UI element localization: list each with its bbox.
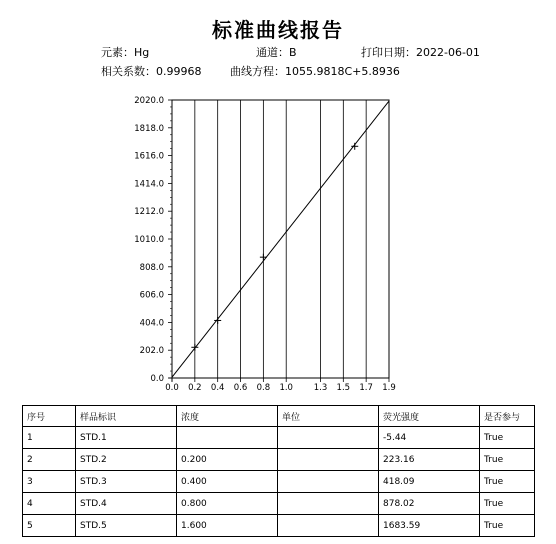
print-date-label: 打印日期：2022-06-01 bbox=[361, 46, 480, 59]
report-title: 标准曲线报告 bbox=[212, 18, 344, 42]
table-row bbox=[23, 515, 535, 537]
table-row bbox=[23, 449, 535, 471]
standards-table bbox=[22, 405, 535, 537]
y-tick-label: 2020.0 bbox=[134, 96, 164, 106]
x-tick-label: 0.4 bbox=[210, 383, 225, 393]
x-tick-label: 1.7 bbox=[359, 383, 373, 393]
table-row bbox=[23, 471, 535, 493]
x-tick-label: 0.6 bbox=[233, 383, 248, 393]
table-cell: STD.2 bbox=[76, 449, 177, 471]
y-tick-label: 808.0 bbox=[139, 262, 164, 273]
element-label: 元素：Hg bbox=[101, 46, 150, 59]
table-cell: True bbox=[480, 471, 535, 493]
y-tick-label: 1414.0 bbox=[134, 179, 164, 190]
table-header-cell: 是否参与 bbox=[480, 406, 535, 427]
table-cell: True bbox=[480, 515, 535, 537]
table-cell: 0.400 bbox=[177, 471, 278, 493]
channel-label: 通道：B bbox=[256, 46, 297, 59]
x-tick-label: 1.5 bbox=[336, 383, 351, 393]
table-cell: STD.3 bbox=[76, 471, 177, 493]
y-tick-label: 606.0 bbox=[139, 290, 164, 301]
chart-tick-labels bbox=[134, 96, 396, 393]
table-header-cell: 浓度 bbox=[177, 406, 278, 427]
table-cell: 1.600 bbox=[177, 515, 278, 537]
table-cell bbox=[278, 449, 379, 471]
correlation-label: 相关系数：0.99968 bbox=[101, 65, 202, 78]
y-tick-label: 1212.0 bbox=[134, 207, 164, 218]
table-cell bbox=[278, 515, 379, 537]
table-cell: 0.800 bbox=[177, 493, 278, 515]
table-header-cell: 荧光强度 bbox=[379, 406, 480, 427]
data-point bbox=[169, 375, 176, 382]
table-cell: True bbox=[480, 427, 535, 449]
table-cell bbox=[177, 427, 278, 449]
table-cell: 4 bbox=[23, 493, 76, 515]
table-cell: 3 bbox=[23, 471, 76, 493]
table-header-cell: 序号 bbox=[23, 406, 76, 427]
table-cell: -5.44 bbox=[379, 427, 480, 449]
table-header-row bbox=[23, 406, 535, 427]
table-cell: True bbox=[480, 449, 535, 471]
table-row bbox=[23, 493, 535, 515]
x-tick-label: 1.0 bbox=[279, 383, 293, 393]
table-cell: 1 bbox=[23, 427, 76, 449]
x-tick-label: 0.0 bbox=[165, 383, 179, 393]
data-point bbox=[260, 254, 267, 261]
table-cell: STD.1 bbox=[76, 427, 177, 449]
chart-series bbox=[169, 101, 390, 381]
y-tick-label: 404.0 bbox=[139, 318, 164, 329]
y-tick-label: 1616.0 bbox=[134, 151, 164, 162]
y-tick-label: 202.0 bbox=[139, 346, 164, 357]
table-cell: 0.200 bbox=[177, 449, 278, 471]
table-cell: 878.02 bbox=[379, 493, 480, 515]
table-cell: 223.16 bbox=[379, 449, 480, 471]
y-tick-label: 1818.0 bbox=[134, 123, 164, 134]
x-tick-label: 0.8 bbox=[256, 383, 271, 393]
table-cell: STD.5 bbox=[76, 515, 177, 537]
table-cell bbox=[278, 471, 379, 493]
x-tick-label: 0.2 bbox=[188, 383, 202, 393]
table-cell: True bbox=[480, 493, 535, 515]
data-point bbox=[351, 143, 358, 150]
fit-line bbox=[172, 101, 389, 377]
table-header-cell: 样品标识 bbox=[76, 406, 177, 427]
table-header-cell: 单位 bbox=[278, 406, 379, 427]
table-cell bbox=[278, 427, 379, 449]
y-tick-label: 1010.0 bbox=[134, 235, 164, 245]
table-body bbox=[23, 427, 535, 537]
table-cell: STD.4 bbox=[76, 493, 177, 515]
x-tick-label: 1.9 bbox=[382, 383, 396, 393]
table-cell: 1683.59 bbox=[379, 515, 480, 537]
table-cell: 418.09 bbox=[379, 471, 480, 493]
table-cell: 5 bbox=[23, 515, 76, 537]
table-cell: 2 bbox=[23, 449, 76, 471]
table-cell bbox=[278, 493, 379, 515]
equation-label: 曲线方程：1055.9818C+5.8936 bbox=[230, 65, 400, 78]
x-tick-label: 1.3 bbox=[313, 383, 328, 393]
y-tick-label: 0.0 bbox=[150, 374, 164, 384]
table-row bbox=[23, 427, 535, 449]
